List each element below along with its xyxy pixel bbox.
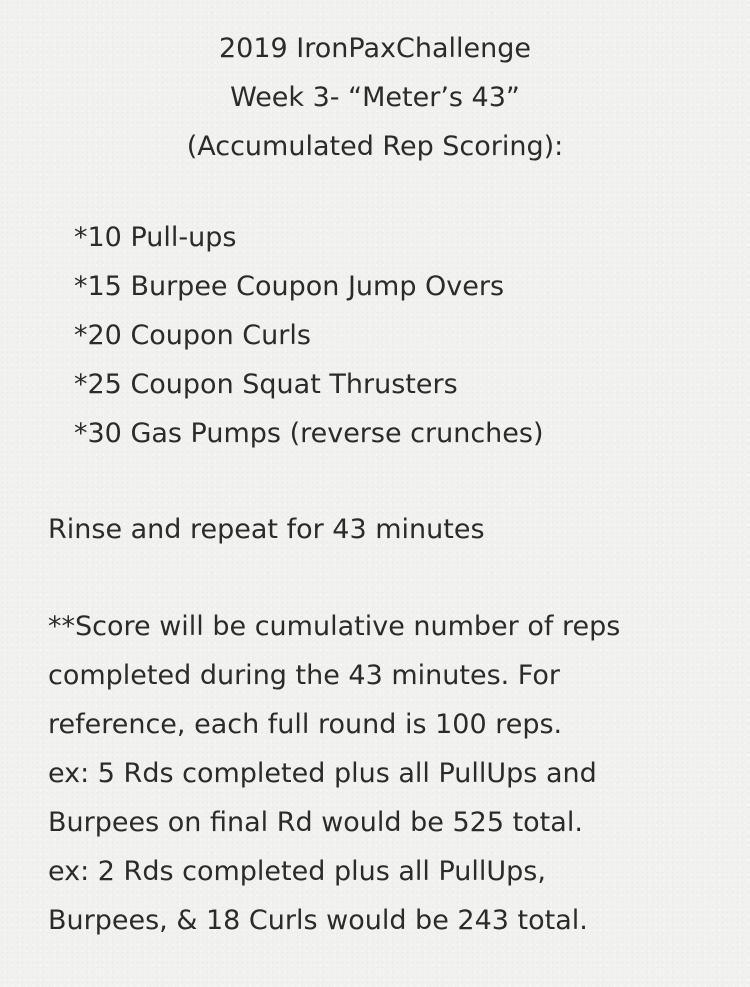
workout-item-burpees: *15 Burpee Coupon Jump Overs xyxy=(74,271,505,302)
workout-item-thrusters: *25 Coupon Squat Thrusters xyxy=(74,369,458,400)
workout-item-gas-pumps: *30 Gas Pumps (reverse crunches) xyxy=(74,418,544,449)
note-line: ex: 2 Rds completed plus all PullUps, xyxy=(48,856,546,887)
note-line: Burpees on final Rd would be 525 total. xyxy=(48,807,583,838)
workout-list xyxy=(74,213,544,458)
note-line: ex: 5 Rds completed plus all PullUps and xyxy=(48,758,597,789)
title-block xyxy=(0,24,750,171)
note-line: reference, each full round is 100 reps. xyxy=(48,709,563,740)
note-line: Burpees, & 18 Curls would be 243 total. xyxy=(48,905,588,936)
title-line-scoring: (Accumulated Rep Scoring): xyxy=(186,131,564,162)
scoring-notes xyxy=(48,602,620,945)
note-line: **Score will be cumulative number of reps xyxy=(48,611,621,642)
repeat-instruction: Rinse and repeat for 43 minutes xyxy=(48,514,485,545)
title-line-week: Week 3- “Meter’s 43” xyxy=(230,82,520,113)
title-line-year: 2019 IronPaxChallenge xyxy=(219,33,531,64)
note-line: completed during the 43 minutes. For xyxy=(48,660,560,691)
workout-item-curls: *20 Coupon Curls xyxy=(74,320,311,351)
workout-item-pullups: *10 Pull-ups xyxy=(74,222,237,253)
